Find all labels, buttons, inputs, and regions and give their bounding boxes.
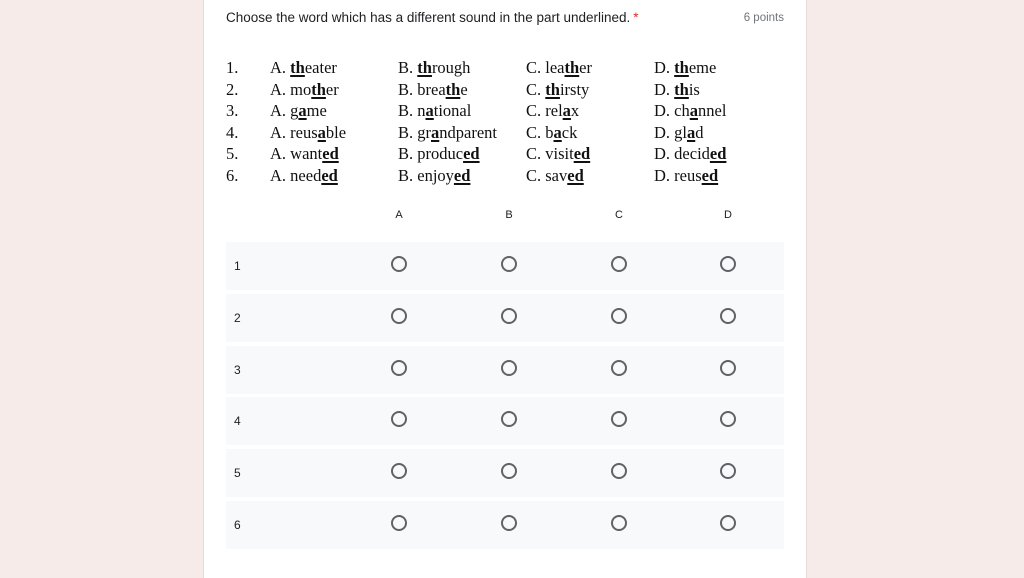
item-number: 3.	[226, 101, 239, 121]
underlined-part: a	[425, 101, 434, 121]
word-option	[526, 165, 654, 187]
underlined-part: th	[564, 58, 580, 77]
word-option	[526, 143, 654, 165]
word-text: A. g	[270, 101, 299, 121]
underlined-part: a	[689, 101, 698, 121]
radio-row-6-b[interactable]	[501, 515, 517, 531]
row-label: 2	[234, 311, 241, 325]
word-text: D.	[654, 79, 675, 99]
radio-row-1-d[interactable]	[720, 256, 736, 272]
question-image	[226, 57, 782, 187]
word-text: B. n	[398, 101, 426, 121]
radio-row-4-a[interactable]	[391, 411, 407, 427]
radio-row-1-a[interactable]	[391, 256, 407, 272]
word-text: C. sav	[526, 165, 568, 185]
row-label: 5	[234, 466, 241, 480]
word-text: is	[688, 79, 700, 99]
radio-row-2-a[interactable]	[391, 308, 407, 324]
word-text: A. mo	[270, 79, 312, 99]
word-text: rough	[431, 58, 471, 77]
radio-row-6-a[interactable]	[391, 515, 407, 531]
word-row	[226, 143, 782, 165]
radio-row-3-a[interactable]	[391, 360, 407, 376]
underlined-part: th	[417, 58, 432, 77]
underlined-part: th	[290, 58, 305, 77]
radio-row-6-d[interactable]	[720, 515, 736, 531]
points-label: 6 points	[743, 12, 784, 24]
radio-row-5-c[interactable]	[611, 463, 627, 479]
word-text: eater	[304, 58, 337, 77]
column-label-c: C	[615, 209, 623, 221]
word-text: e	[460, 79, 468, 99]
word-text: d	[695, 122, 704, 142]
word-option	[654, 165, 782, 187]
radio-row-5-a[interactable]	[391, 463, 407, 479]
item-number: 6.	[226, 165, 239, 185]
column-label-a: A	[395, 209, 403, 221]
word-text: x	[570, 101, 580, 121]
word-text: ck	[561, 122, 578, 142]
word-option	[654, 122, 782, 144]
word-option	[270, 122, 398, 144]
word-option	[654, 57, 782, 79]
underlined-part: ed	[709, 144, 727, 164]
word-text: A. want	[270, 144, 323, 164]
word-text: tional	[433, 101, 472, 121]
word-option	[526, 57, 654, 79]
radio-row-4-c[interactable]	[611, 411, 627, 427]
underlined-part: ed	[321, 165, 338, 185]
underlined-part: a	[431, 122, 440, 142]
word-text: ble	[325, 122, 347, 142]
word-option	[270, 57, 398, 79]
radio-row-4-b[interactable]	[501, 411, 517, 427]
word-text: ndparent	[439, 122, 497, 142]
word-text: C. b	[526, 122, 554, 142]
word-option	[398, 100, 526, 122]
word-text: B. brea	[398, 79, 446, 99]
grid-row	[226, 397, 784, 445]
word-row	[226, 57, 782, 79]
radio-row-3-c[interactable]	[611, 360, 627, 376]
word-option	[270, 79, 398, 101]
word-text: me	[306, 101, 327, 121]
word-text: D. gl	[654, 122, 687, 142]
word-text: nnel	[698, 101, 727, 121]
word-option	[654, 143, 782, 165]
radio-row-2-c[interactable]	[611, 308, 627, 324]
grid-column-headers	[204, 209, 806, 225]
item-number: 4.	[226, 122, 239, 142]
word-option	[270, 165, 398, 187]
word-text: er	[579, 58, 592, 77]
word-option	[526, 122, 654, 144]
underlined-part: a	[317, 122, 326, 142]
word-text: A.	[270, 58, 291, 77]
word-option	[398, 122, 526, 144]
column-label-d: D	[724, 209, 732, 221]
word-text: irsty	[559, 79, 590, 99]
required-mark: *	[633, 10, 639, 25]
column-label-b: B	[505, 209, 513, 221]
radio-row-2-b[interactable]	[501, 308, 517, 324]
radio-row-6-c[interactable]	[611, 515, 627, 531]
word-text: C. lea	[526, 58, 565, 77]
underlined-part: th	[545, 79, 560, 99]
word-text: C. visit	[526, 144, 574, 164]
underlined-part: ed	[573, 144, 591, 164]
radio-row-1-b[interactable]	[501, 256, 517, 272]
underlined-part: a	[687, 122, 696, 142]
word-option	[526, 100, 654, 122]
word-option	[270, 143, 398, 165]
word-option	[398, 79, 526, 101]
underlined-part: ed	[453, 165, 471, 185]
grid-row	[226, 242, 784, 290]
word-text: B.	[398, 58, 418, 77]
underlined-part: th	[311, 79, 326, 99]
radio-row-1-c[interactable]	[611, 256, 627, 272]
underlined-part: th	[674, 58, 689, 77]
word-text: eme	[688, 58, 717, 77]
word-text: C. rel	[526, 101, 563, 121]
radio-row-5-d[interactable]	[720, 463, 736, 479]
word-text: er	[325, 79, 339, 99]
grid-row	[226, 294, 784, 342]
row-label: 6	[234, 518, 241, 532]
underlined-part: th	[674, 79, 689, 99]
radio-row-4-d[interactable]	[720, 411, 736, 427]
word-text: A. reus	[270, 122, 318, 142]
question-card	[203, 0, 807, 578]
word-option	[398, 57, 526, 79]
radio-row-5-b[interactable]	[501, 463, 517, 479]
word-row	[226, 79, 782, 101]
word-row	[226, 122, 782, 144]
word-text: B. gr	[398, 122, 431, 142]
word-option	[654, 100, 782, 122]
word-text: D. decid	[654, 144, 710, 164]
grid-row	[226, 501, 784, 549]
word-option	[398, 165, 526, 187]
item-number: 1.	[226, 58, 239, 77]
question-title	[226, 10, 639, 25]
underlined-part: ed	[701, 165, 719, 185]
row-label: 1	[234, 259, 241, 273]
underlined-part: a	[298, 101, 307, 121]
word-text: C.	[526, 79, 546, 99]
underlined-part: ed	[322, 144, 339, 164]
item-number: 2.	[226, 79, 239, 99]
word-row	[226, 165, 782, 187]
word-text: D.	[654, 58, 675, 77]
underlined-part: th	[445, 79, 461, 99]
word-option	[398, 143, 526, 165]
radio-row-2-d[interactable]	[720, 308, 736, 324]
underlined-part: a	[553, 122, 562, 142]
grid-row	[226, 449, 784, 497]
grid-row	[226, 346, 784, 394]
word-option	[270, 100, 398, 122]
word-text: B. produc	[398, 144, 464, 164]
word-text: B. enjoy	[398, 165, 454, 185]
word-text: D. reus	[654, 165, 702, 185]
word-option	[654, 79, 782, 101]
underlined-part: a	[562, 101, 571, 121]
question-title-text: Choose the word which has a different sound in the part underlined.	[226, 10, 631, 25]
row-label: 3	[234, 363, 241, 377]
word-text: A. need	[270, 165, 322, 185]
underlined-part: ed	[463, 144, 480, 164]
radio-row-3-b[interactable]	[501, 360, 517, 376]
word-row	[226, 100, 782, 122]
word-text: D. ch	[654, 101, 690, 121]
radio-row-3-d[interactable]	[720, 360, 736, 376]
underlined-part: ed	[567, 165, 584, 185]
item-number: 5.	[226, 144, 239, 164]
word-option	[526, 79, 654, 101]
row-label: 4	[234, 414, 241, 428]
